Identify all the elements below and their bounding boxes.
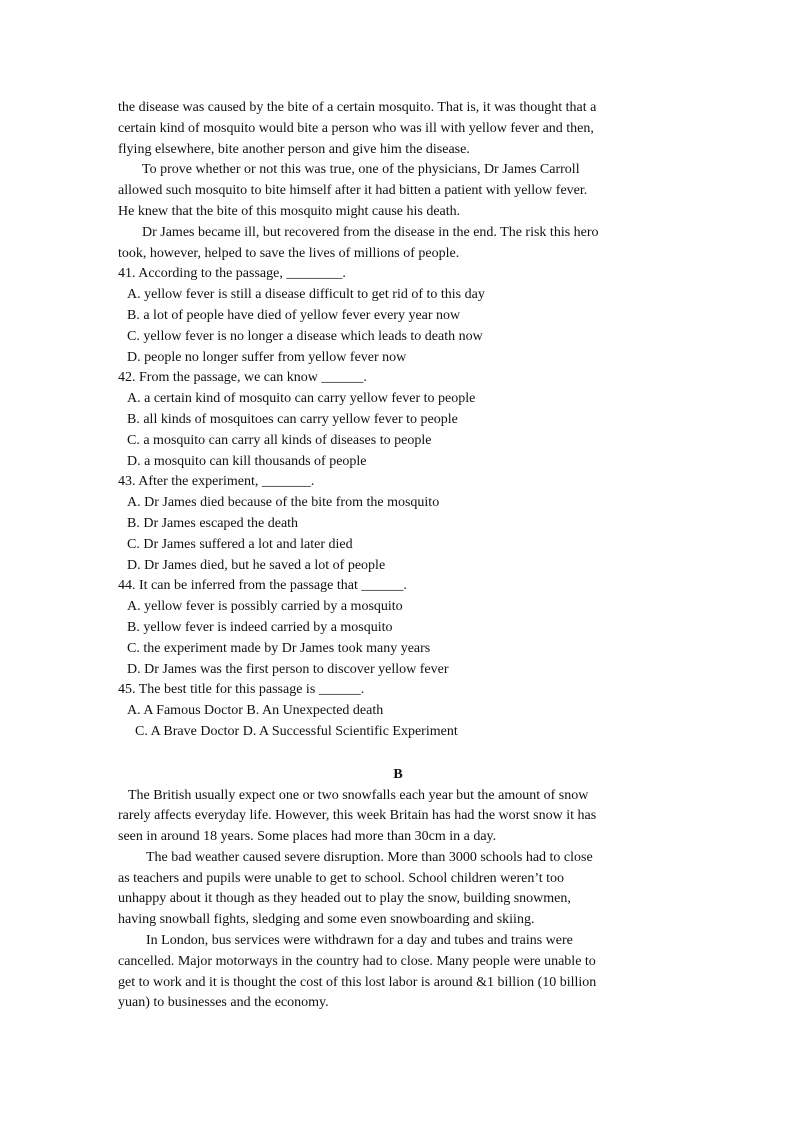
question-45 [118, 680, 678, 742]
question-stem: 42. From the passage, we can know ______. [118, 370, 367, 386]
text-line: flying elsewhere, bite another person and give him the disease. [118, 141, 470, 157]
text-line: rarely affects everyday life. However, this week Britain has had the worst snow it has [118, 808, 597, 824]
text-line: allowed such mosquito to bite himself after it had bitten a patient with yellow fever. [118, 183, 588, 199]
text-line: certain kind of mosquito would bite a person who was ill with yellow fever and then, [118, 120, 594, 136]
text-line: having snowball fights, sledging and some even snowboarding and skiing. [118, 912, 535, 928]
text-line: unhappy about it though as they headed out to play the snow, building snowmen, [118, 891, 571, 907]
passage-a [118, 98, 678, 264]
question-stem: 45. The best title for this passage is ______. [118, 682, 365, 698]
answer-option: A. Dr James died because of the bite from the mosquito [127, 495, 440, 511]
question-44 [118, 576, 678, 680]
text-line: the disease was caused by the bite of a certain mosquito. That is, it was thought that a [118, 100, 597, 115]
answer-option: B. yellow fever is indeed carried by a mosquito [127, 619, 393, 635]
answer-option: D. people no longer suffer from yellow fever now [127, 349, 407, 365]
text-line: To prove whether or not this was true, one of the physicians, Dr James Carroll [142, 162, 580, 178]
answer-option: C. a mosquito can carry all kinds of diseases to people [127, 432, 432, 448]
text-line: The bad weather caused severe disruption. More than 3000 schools had to close [146, 849, 593, 865]
section-b [118, 765, 678, 1015]
question-stem: 44. It can be inferred from the passage that ______. [118, 578, 407, 594]
section-heading: B [393, 766, 403, 782]
text-line: The British usually expect one or two snowfalls each year but the amount of snow [128, 787, 589, 803]
answer-option: A. yellow fever is possibly carried by a mosquito [127, 599, 403, 615]
text-line: as teachers and pupils were unable to get to school. School children weren’t too [118, 870, 565, 886]
answer-option: A. yellow fever is still a disease difficult to get rid of to this day [127, 287, 485, 303]
answer-option: D. a mosquito can kill thousands of people [127, 453, 367, 469]
answer-option: D. Dr James was the first person to discover yellow fever [127, 661, 449, 677]
text-line: seen in around 18 years. Some places had more than 30cm in a day. [118, 829, 497, 845]
answer-option: B. a lot of people have died of yellow fever every year now [127, 307, 461, 323]
answer-option: B. all kinds of mosquitoes can carry yellow fever to people [127, 411, 458, 427]
text-line: He knew that the bite of this mosquito might cause his death. [118, 203, 461, 219]
document-page [118, 98, 678, 1014]
text-line: In London, bus services were withdrawn for a day and tubes and trains were [146, 933, 573, 949]
answer-option: C. yellow fever is no longer a disease which leads to death now [127, 328, 483, 344]
text-line: cancelled. Major motorways in the country had to close. Many people were unable to [118, 953, 596, 969]
answer-option: D. Dr James died, but he saved a lot of people [127, 557, 386, 573]
text-line: Dr James became ill, but recovered from the disease in the end. The risk this hero [142, 224, 599, 240]
question-stem: 43. After the experiment, _______. [118, 474, 315, 490]
answer-option: A. A Famous Doctor B. An Unexpected death [127, 703, 384, 719]
answer-option: A. a certain kind of mosquito can carry yellow fever to people [127, 391, 476, 407]
text-line: took, however, helped to save the lives of millions of people. [118, 245, 460, 261]
question-42 [118, 368, 678, 472]
questions-section [118, 264, 678, 742]
question-41 [118, 264, 678, 368]
answer-option: B. Dr James escaped the death [127, 515, 299, 531]
answer-option: C. the experiment made by Dr James took many years [127, 640, 431, 656]
text-line: get to work and it is thought the cost of this lost labor is around &1 billion (10 billion [118, 974, 597, 990]
question-stem: 41. According to the passage, ________. [118, 266, 346, 282]
answer-option: C. A Brave Doctor D. A Successful Scientific Experiment [135, 723, 458, 739]
answer-option: C. Dr James suffered a lot and later died [127, 536, 353, 552]
text-line: yuan) to businesses and the economy. [118, 995, 329, 1011]
question-43 [118, 472, 678, 576]
